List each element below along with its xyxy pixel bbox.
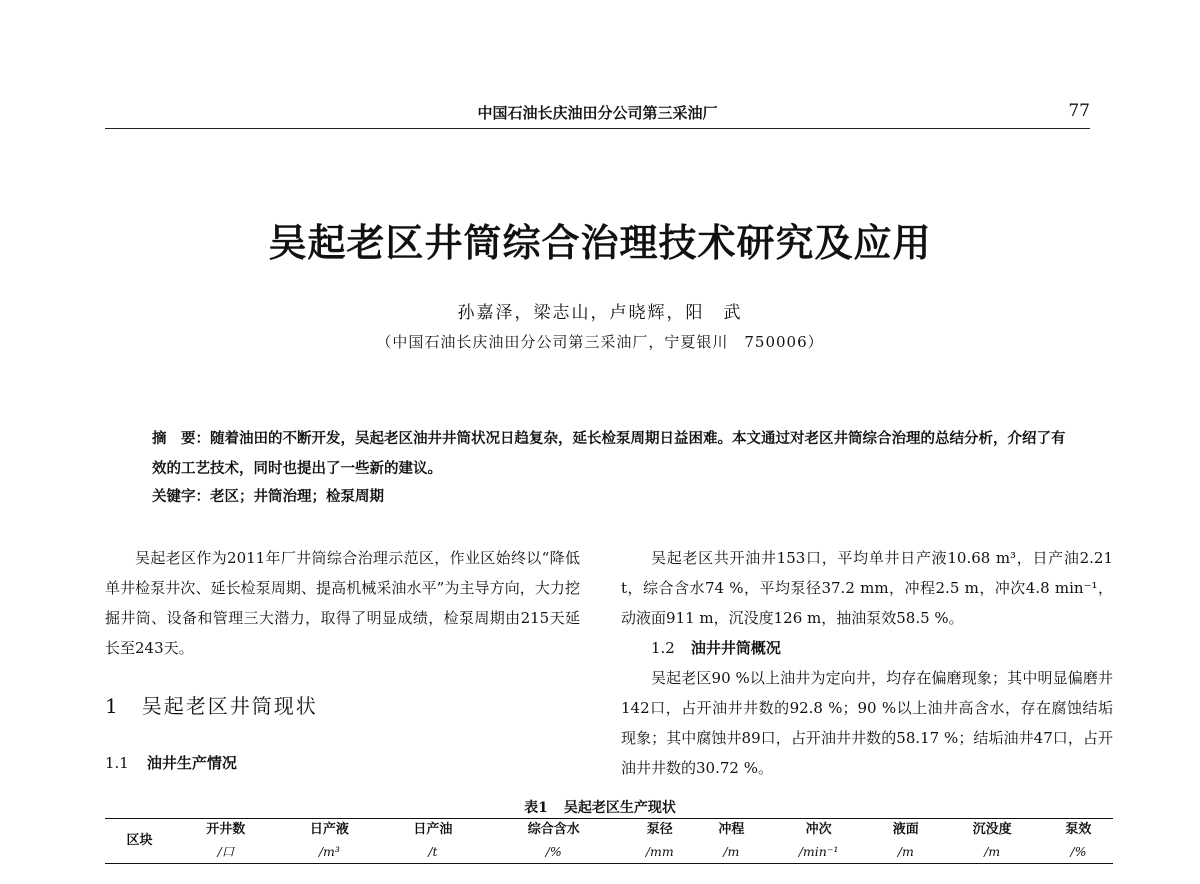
table-caption [0, 797, 1200, 817]
paper-title: 吴起老区井筒综合治理技术研究及应用 [268, 220, 932, 265]
table-caption-number: 表1 [524, 800, 548, 816]
table-caption-title: 吴起老区生产现状 [563, 800, 676, 816]
table-unit-open-wells: /口 [217, 844, 235, 859]
section-1-2-title: 油井井筒概况 [690, 639, 781, 657]
table-unit-daily-oil: /t [428, 844, 438, 859]
journal-name: 中国石油长庆油田分公司第三采油厂 [477, 104, 718, 122]
author-list: 孙嘉泽，梁志山，卢晓辉，阳 武 [457, 303, 743, 323]
table-header-water-cut: 综合含水 [527, 822, 580, 837]
table-unit-submergence: /m [984, 844, 1001, 859]
keywords [152, 485, 1070, 506]
table-header-pump-diameter: 泵径 [646, 822, 673, 837]
page-number: 77 [1068, 101, 1090, 121]
table-header-row [105, 819, 1113, 841]
section-1-2-heading [621, 633, 1113, 663]
table-unit-pump-efficiency: /% [1070, 844, 1087, 859]
section-1-1-heading [105, 752, 237, 773]
table-header-daily-liquid: 日产液 [309, 822, 349, 837]
right-column [621, 543, 1113, 783]
left-column [105, 543, 580, 663]
production-table [105, 818, 1113, 882]
section-1-1-title: 油井生产情况 [146, 754, 237, 772]
table-unit-daily-liquid: /m³ [318, 844, 340, 859]
running-header [105, 100, 1090, 129]
keywords-label: 关键字： [152, 489, 210, 505]
abstract-text: 随着油田的不断开发，吴起老区油井井筒状况日趋复杂，延长检泵周期日益困难。本文通过对老区井筒综合治理的总结分析，介绍了有效的工艺技术，同时也提出了一些新的建议。 [152, 430, 1066, 477]
table-row [105, 864, 1113, 883]
table-header-daily-oil: 日产油 [413, 822, 453, 837]
abstract-label: 摘 要： [152, 431, 210, 447]
table-header-submergence: 沉没度 [972, 822, 1012, 837]
table-unit-water-cut: /% [545, 844, 562, 859]
wellbore-paragraph: 吴起老区90 %以上油井为定向井，均存在偏磨现象；其中明显偏磨井142口，占开油井井数的92.8 %；90 %以上油井高含水，存在腐蚀结垢现象；其中腐蚀井89口，占开油井井数的58.17 %；结垢油井47口，占开油井井数的30.72 %。 [621, 669, 1113, 777]
author-affiliation: （中国石油长庆油田分公司第三采油厂，宁夏银川 750006） [376, 333, 824, 351]
intro-paragraph: 吴起老区作为2011年厂井筒综合治理示范区，作业区始终以“降低单井检泵井次、延长检泵周期、提高机械采油水平”为主导方向，大力挖掘井筒、设备和管理三大潜力，取得了明显成绩，检泵周期由215天延长至243天。 [105, 549, 580, 657]
section-1-heading: 1 吴起老区井筒现状 [105, 694, 318, 718]
abstract [152, 424, 1070, 484]
section-1-2-number: 1.2 [651, 639, 675, 657]
section-1-1-number: 1.1 [105, 754, 129, 772]
table-unit-row [105, 841, 1113, 864]
table-unit-stroke: /m [723, 844, 740, 859]
table-header-fluid-level: 液面 [892, 822, 919, 837]
table-header-stroke-rate: 冲次 [805, 822, 832, 837]
table-header-block: 区块 [126, 833, 153, 848]
keywords-text: 老区；井筒治理；检泵周期 [210, 488, 384, 505]
table-header-open-wells: 开井数 [206, 822, 246, 837]
table-header-stroke: 冲程 [718, 822, 745, 837]
table-unit-fluid-level: /m [897, 844, 914, 859]
production-paragraph: 吴起老区共开油井153口，平均单井日产液10.68 m³，日产油2.21 t，综合含水74 %，平均泵径37.2 mm，冲程2.5 m，冲次4.8 min⁻¹，动液面911 m，沉没度126 m，抽油泵效58.5 %。 [621, 549, 1113, 627]
table-unit-pump-diameter: /mm [645, 844, 674, 859]
table-header-pump-efficiency: 泵效 [1065, 822, 1092, 837]
table-unit-stroke-rate: /min⁻¹ [798, 844, 839, 859]
